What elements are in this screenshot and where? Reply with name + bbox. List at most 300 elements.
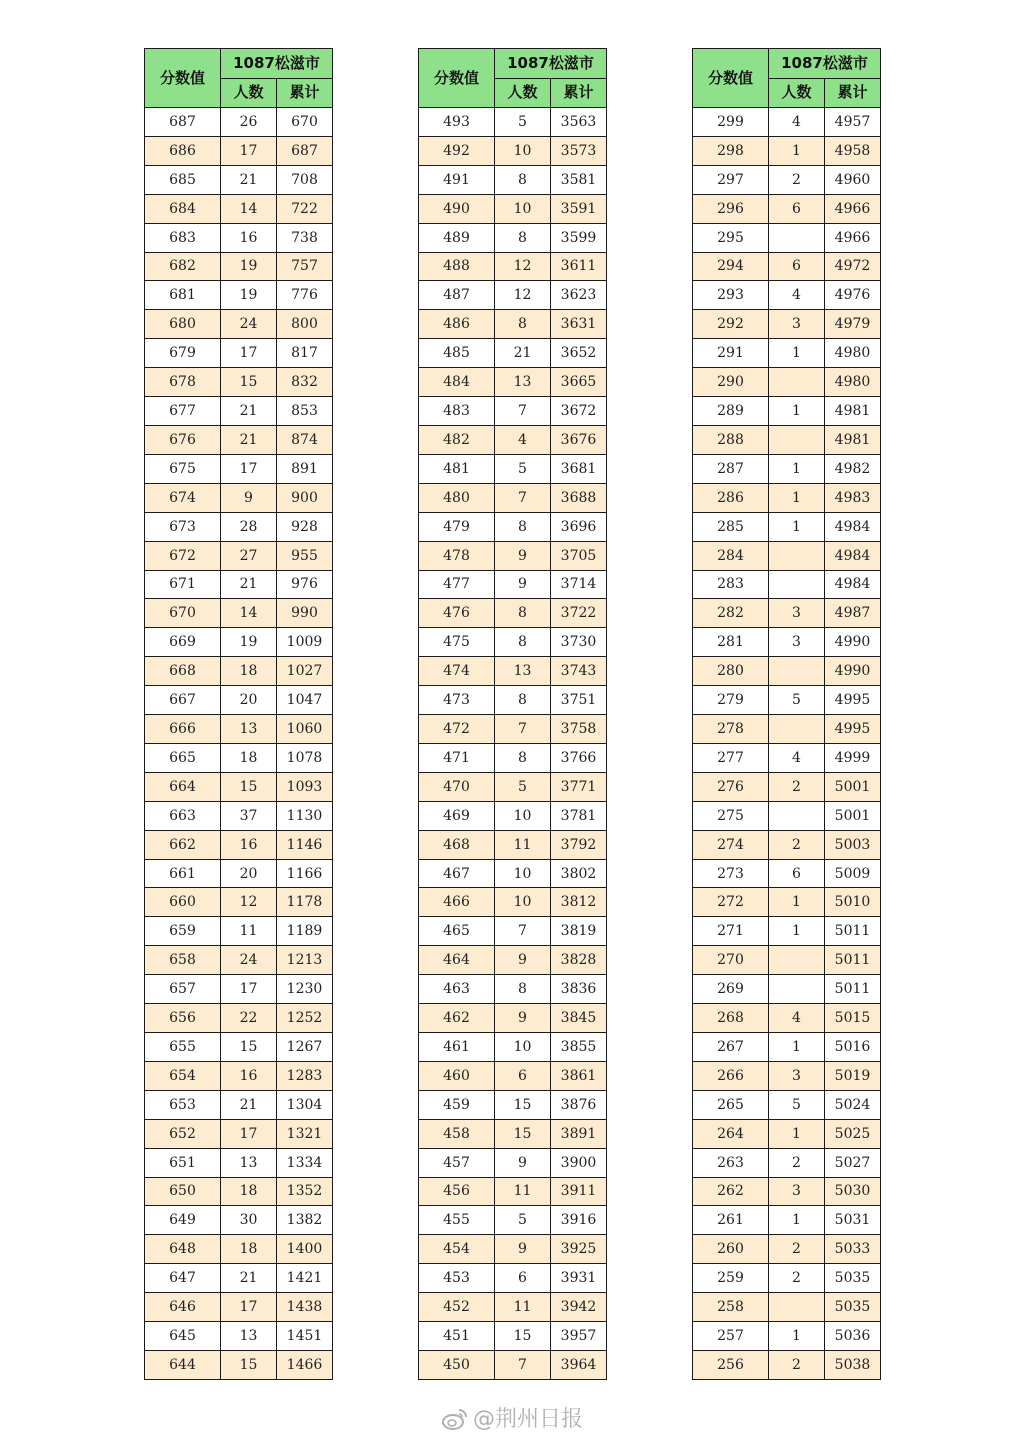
count-cell: 8 [495, 686, 551, 715]
count-cell: 15 [495, 1119, 551, 1148]
cumulative-cell: 3599 [551, 223, 607, 252]
score-cell: 297 [693, 165, 769, 194]
score-cell: 289 [693, 397, 769, 426]
count-cell: 1 [769, 136, 825, 165]
cumulative-cell: 4984 [825, 512, 881, 541]
table-row [419, 888, 607, 917]
table-row [693, 1148, 881, 1177]
cumulative-cell: 1304 [277, 1090, 333, 1119]
count-cell: 9 [495, 946, 551, 975]
table-row [145, 136, 333, 165]
score-cell: 679 [145, 339, 221, 368]
count-cell: 11 [495, 1177, 551, 1206]
table-row [693, 165, 881, 194]
count-cell: 17 [221, 454, 277, 483]
score-cell: 463 [419, 975, 495, 1004]
table-row [419, 1235, 607, 1264]
count-cell: 1 [769, 888, 825, 917]
score-cell: 273 [693, 859, 769, 888]
cumulative-cell: 5035 [825, 1293, 881, 1322]
table-row [419, 686, 607, 715]
cumulative-cell: 4958 [825, 136, 881, 165]
count-cell: 2 [769, 1264, 825, 1293]
score-cell: 479 [419, 512, 495, 541]
score-cell: 296 [693, 194, 769, 223]
score-cell: 466 [419, 888, 495, 917]
table-row [693, 888, 881, 917]
score-cell: 647 [145, 1264, 221, 1293]
table-row [145, 686, 333, 715]
count-cell: 5 [495, 772, 551, 801]
count-cell: 3 [769, 628, 825, 657]
count-cell: 16 [221, 1061, 277, 1090]
cumulative-cell: 1078 [277, 743, 333, 772]
cumulative-cell: 3758 [551, 715, 607, 744]
score-cell: 473 [419, 686, 495, 715]
table-row [145, 859, 333, 888]
table-row [419, 1061, 607, 1090]
count-cell: 15 [221, 1033, 277, 1062]
cumulative-cell: 4966 [825, 194, 881, 223]
table-row [419, 1090, 607, 1119]
count-cell: 13 [495, 657, 551, 686]
score-cell: 456 [419, 1177, 495, 1206]
table-row [693, 252, 881, 281]
cumulative-cell: 4983 [825, 483, 881, 512]
count-cell [769, 715, 825, 744]
table-row [419, 1177, 607, 1206]
score-cell: 451 [419, 1322, 495, 1351]
city-header: 1087松滋市 [221, 49, 333, 79]
table-row [419, 1322, 607, 1351]
cumulative-cell: 3696 [551, 512, 607, 541]
count-cell: 8 [495, 512, 551, 541]
cumulative-cell: 1321 [277, 1119, 333, 1148]
table-row [419, 223, 607, 252]
score-cell: 678 [145, 368, 221, 397]
table-row [145, 1004, 333, 1033]
cumulative-header: 累计 [277, 78, 333, 108]
cumulative-cell: 4990 [825, 657, 881, 686]
table-row [145, 165, 333, 194]
count-cell: 10 [495, 888, 551, 917]
cumulative-cell: 1213 [277, 946, 333, 975]
score-cell: 680 [145, 310, 221, 339]
score-cell: 298 [693, 136, 769, 165]
cumulative-cell: 5001 [825, 801, 881, 830]
score-cell: 490 [419, 194, 495, 223]
cumulative-cell: 1047 [277, 686, 333, 715]
score-cell: 483 [419, 397, 495, 426]
table-row [693, 483, 881, 512]
count-cell: 19 [221, 628, 277, 657]
cumulative-cell: 3766 [551, 743, 607, 772]
cumulative-cell: 4980 [825, 339, 881, 368]
table-body [419, 108, 607, 1380]
score-cell: 458 [419, 1119, 495, 1148]
table-row [419, 772, 607, 801]
table-row [145, 368, 333, 397]
cumulative-cell: 4957 [825, 108, 881, 137]
cumulative-cell: 1421 [277, 1264, 333, 1293]
table-row [693, 859, 881, 888]
score-cell: 284 [693, 541, 769, 570]
table-row [145, 1061, 333, 1090]
count-cell [769, 541, 825, 570]
count-cell: 2 [769, 1235, 825, 1264]
table-row [419, 1004, 607, 1033]
score-cell: 459 [419, 1090, 495, 1119]
cumulative-cell: 1189 [277, 917, 333, 946]
table-row [419, 801, 607, 830]
count-cell: 9 [221, 483, 277, 512]
score-cell: 295 [693, 223, 769, 252]
score-cell: 675 [145, 454, 221, 483]
count-cell: 3 [769, 599, 825, 628]
table-row [419, 397, 607, 426]
score-cell: 475 [419, 628, 495, 657]
score-cell: 478 [419, 541, 495, 570]
weibo-icon [441, 1407, 469, 1437]
score-cell: 259 [693, 1264, 769, 1293]
count-cell: 3 [769, 1177, 825, 1206]
table-row [693, 454, 881, 483]
cumulative-cell: 5030 [825, 1177, 881, 1206]
cumulative-cell: 3573 [551, 136, 607, 165]
score-cell: 683 [145, 223, 221, 252]
table-row [419, 1148, 607, 1177]
table-row [419, 483, 607, 512]
count-cell: 37 [221, 801, 277, 830]
count-cell: 9 [495, 541, 551, 570]
score-cell: 457 [419, 1148, 495, 1177]
count-cell [769, 570, 825, 599]
count-cell: 21 [221, 397, 277, 426]
table-row [419, 136, 607, 165]
score-cell: 464 [419, 946, 495, 975]
cumulative-cell: 4980 [825, 368, 881, 397]
table-row [693, 1322, 881, 1351]
count-cell: 1 [769, 917, 825, 946]
count-cell: 5 [495, 108, 551, 137]
score-cell: 263 [693, 1148, 769, 1177]
cumulative-cell: 4990 [825, 628, 881, 657]
count-cell: 17 [221, 1293, 277, 1322]
score-cell: 462 [419, 1004, 495, 1033]
score-cell: 276 [693, 772, 769, 801]
cumulative-cell: 5003 [825, 830, 881, 859]
table-row [145, 1090, 333, 1119]
table-row [145, 339, 333, 368]
cumulative-cell: 1093 [277, 772, 333, 801]
count-cell: 28 [221, 512, 277, 541]
table-body [145, 108, 333, 1380]
count-cell: 7 [495, 483, 551, 512]
count-cell: 1 [769, 339, 825, 368]
score-cell: 269 [693, 975, 769, 1004]
table-row [419, 512, 607, 541]
count-cell [769, 425, 825, 454]
table-row [145, 801, 333, 830]
table-row [145, 888, 333, 917]
table-row [693, 1177, 881, 1206]
table-row [693, 425, 881, 454]
cumulative-cell: 3781 [551, 801, 607, 830]
score-cell: 274 [693, 830, 769, 859]
cumulative-cell: 5033 [825, 1235, 881, 1264]
score-cell: 670 [145, 599, 221, 628]
score-cell: 294 [693, 252, 769, 281]
score-cell: 668 [145, 657, 221, 686]
table-row [693, 801, 881, 830]
score-cell: 275 [693, 801, 769, 830]
count-cell: 18 [221, 1235, 277, 1264]
count-cell: 19 [221, 281, 277, 310]
table-row [419, 310, 607, 339]
score-cell: 485 [419, 339, 495, 368]
cumulative-cell: 817 [277, 339, 333, 368]
score-cell: 271 [693, 917, 769, 946]
table-row [693, 715, 881, 744]
score-cell: 653 [145, 1090, 221, 1119]
score-cell: 480 [419, 483, 495, 512]
count-cell: 18 [221, 657, 277, 686]
count-cell: 8 [495, 223, 551, 252]
score-cell: 288 [693, 425, 769, 454]
table-row [419, 165, 607, 194]
count-header: 人数 [221, 78, 277, 108]
score-cell: 267 [693, 1033, 769, 1062]
table-row [145, 541, 333, 570]
score-cell: 474 [419, 657, 495, 686]
count-cell: 24 [221, 946, 277, 975]
count-cell [769, 975, 825, 1004]
count-cell: 22 [221, 1004, 277, 1033]
cumulative-cell: 1230 [277, 975, 333, 1004]
cumulative-cell: 3563 [551, 108, 607, 137]
score-cell: 669 [145, 628, 221, 657]
score-cell: 256 [693, 1350, 769, 1379]
score-cell: 286 [693, 483, 769, 512]
table-row [145, 1235, 333, 1264]
score-cell: 258 [693, 1293, 769, 1322]
count-cell: 4 [495, 425, 551, 454]
score-cell: 655 [145, 1033, 221, 1062]
table-row [419, 1293, 607, 1322]
cumulative-header: 累计 [551, 78, 607, 108]
table-row [693, 368, 881, 397]
count-cell: 1 [769, 454, 825, 483]
count-cell: 20 [221, 686, 277, 715]
table-row [419, 830, 607, 859]
cumulative-cell: 3802 [551, 859, 607, 888]
count-cell: 2 [769, 1148, 825, 1177]
table-row [419, 1264, 607, 1293]
score-table-1 [144, 48, 333, 1380]
cumulative-cell: 5011 [825, 975, 881, 1004]
table-row [145, 512, 333, 541]
score-cell: 472 [419, 715, 495, 744]
table-row [693, 830, 881, 859]
table-row [419, 975, 607, 1004]
count-cell: 6 [769, 194, 825, 223]
table-row [419, 859, 607, 888]
table-row [145, 917, 333, 946]
table-row [419, 108, 607, 137]
count-cell: 12 [495, 281, 551, 310]
count-cell: 24 [221, 310, 277, 339]
count-cell: 15 [221, 368, 277, 397]
count-cell: 21 [221, 425, 277, 454]
table-row [419, 599, 607, 628]
score-cell: 661 [145, 859, 221, 888]
table-row [693, 599, 881, 628]
count-cell [769, 1293, 825, 1322]
score-cell: 487 [419, 281, 495, 310]
cumulative-cell: 4982 [825, 454, 881, 483]
table-row [145, 483, 333, 512]
table-row [145, 1264, 333, 1293]
table-row [693, 310, 881, 339]
count-cell: 8 [495, 165, 551, 194]
score-cell: 282 [693, 599, 769, 628]
score-cell: 650 [145, 1177, 221, 1206]
score-cell: 665 [145, 743, 221, 772]
score-cell: 664 [145, 772, 221, 801]
table-row [693, 657, 881, 686]
cumulative-cell: 3665 [551, 368, 607, 397]
cumulative-cell: 3771 [551, 772, 607, 801]
score-cell: 651 [145, 1148, 221, 1177]
cumulative-cell: 1130 [277, 801, 333, 830]
table-row [419, 541, 607, 570]
score-cell: 676 [145, 425, 221, 454]
score-cell: 648 [145, 1235, 221, 1264]
count-cell: 6 [769, 859, 825, 888]
table-row [693, 772, 881, 801]
score-cell: 265 [693, 1090, 769, 1119]
cumulative-cell: 3812 [551, 888, 607, 917]
cumulative-cell: 5035 [825, 1264, 881, 1293]
count-cell: 21 [221, 165, 277, 194]
score-cell: 652 [145, 1119, 221, 1148]
count-cell: 9 [495, 1235, 551, 1264]
table-row [419, 194, 607, 223]
table-row [145, 281, 333, 310]
cumulative-cell: 3964 [551, 1350, 607, 1379]
table-row [419, 368, 607, 397]
count-cell: 2 [769, 830, 825, 859]
cumulative-cell: 1009 [277, 628, 333, 657]
table-row [693, 1206, 881, 1235]
cumulative-cell: 3652 [551, 339, 607, 368]
count-cell: 1 [769, 397, 825, 426]
score-cell: 660 [145, 888, 221, 917]
cumulative-cell: 3751 [551, 686, 607, 715]
count-cell: 10 [495, 801, 551, 830]
score-cell: 283 [693, 570, 769, 599]
score-cell: 468 [419, 830, 495, 859]
cumulative-cell: 3676 [551, 425, 607, 454]
score-cell: 278 [693, 715, 769, 744]
table-row [693, 628, 881, 657]
score-cell: 684 [145, 194, 221, 223]
table-row [145, 223, 333, 252]
count-cell: 17 [221, 136, 277, 165]
score-cell: 677 [145, 397, 221, 426]
table-row [693, 743, 881, 772]
score-cell: 671 [145, 570, 221, 599]
cumulative-cell: 976 [277, 570, 333, 599]
count-cell [769, 223, 825, 252]
count-cell: 8 [495, 599, 551, 628]
cumulative-cell: 776 [277, 281, 333, 310]
score-cell: 280 [693, 657, 769, 686]
cumulative-cell: 990 [277, 599, 333, 628]
score-cell: 471 [419, 743, 495, 772]
table-row [145, 830, 333, 859]
cumulative-cell: 1060 [277, 715, 333, 744]
cumulative-cell: 4976 [825, 281, 881, 310]
score-cell: 645 [145, 1322, 221, 1351]
cumulative-cell: 5025 [825, 1119, 881, 1148]
cumulative-cell: 853 [277, 397, 333, 426]
score-cell: 674 [145, 483, 221, 512]
count-cell: 17 [221, 975, 277, 1004]
score-cell: 654 [145, 1061, 221, 1090]
score-header: 分数值 [145, 49, 221, 108]
cumulative-cell: 3714 [551, 570, 607, 599]
count-cell: 1 [769, 1322, 825, 1351]
count-cell [769, 946, 825, 975]
count-cell: 10 [495, 859, 551, 888]
cumulative-cell: 5019 [825, 1061, 881, 1090]
score-cell: 293 [693, 281, 769, 310]
cumulative-cell: 4981 [825, 425, 881, 454]
score-cell: 469 [419, 801, 495, 830]
count-cell: 6 [769, 252, 825, 281]
score-cell: 493 [419, 108, 495, 137]
count-cell: 11 [495, 830, 551, 859]
cumulative-cell: 4972 [825, 252, 881, 281]
table-row [693, 541, 881, 570]
cumulative-cell: 3957 [551, 1322, 607, 1351]
table-row [693, 397, 881, 426]
score-cell: 452 [419, 1293, 495, 1322]
cumulative-cell: 3631 [551, 310, 607, 339]
count-cell: 5 [769, 1090, 825, 1119]
table-row [693, 1235, 881, 1264]
table-row [419, 339, 607, 368]
table-row [419, 743, 607, 772]
cumulative-cell: 4966 [825, 223, 881, 252]
count-cell: 1 [769, 1206, 825, 1235]
cumulative-cell: 5027 [825, 1148, 881, 1177]
table-row [693, 1119, 881, 1148]
score-cell: 488 [419, 252, 495, 281]
table-body [693, 108, 881, 1380]
score-cell: 261 [693, 1206, 769, 1235]
cumulative-cell: 1178 [277, 888, 333, 917]
score-cell: 465 [419, 917, 495, 946]
score-cell: 460 [419, 1061, 495, 1090]
score-cell: 667 [145, 686, 221, 715]
cumulative-cell: 3925 [551, 1235, 607, 1264]
count-cell: 9 [495, 570, 551, 599]
cumulative-cell: 800 [277, 310, 333, 339]
score-header: 分数值 [693, 49, 769, 108]
count-cell: 8 [495, 310, 551, 339]
